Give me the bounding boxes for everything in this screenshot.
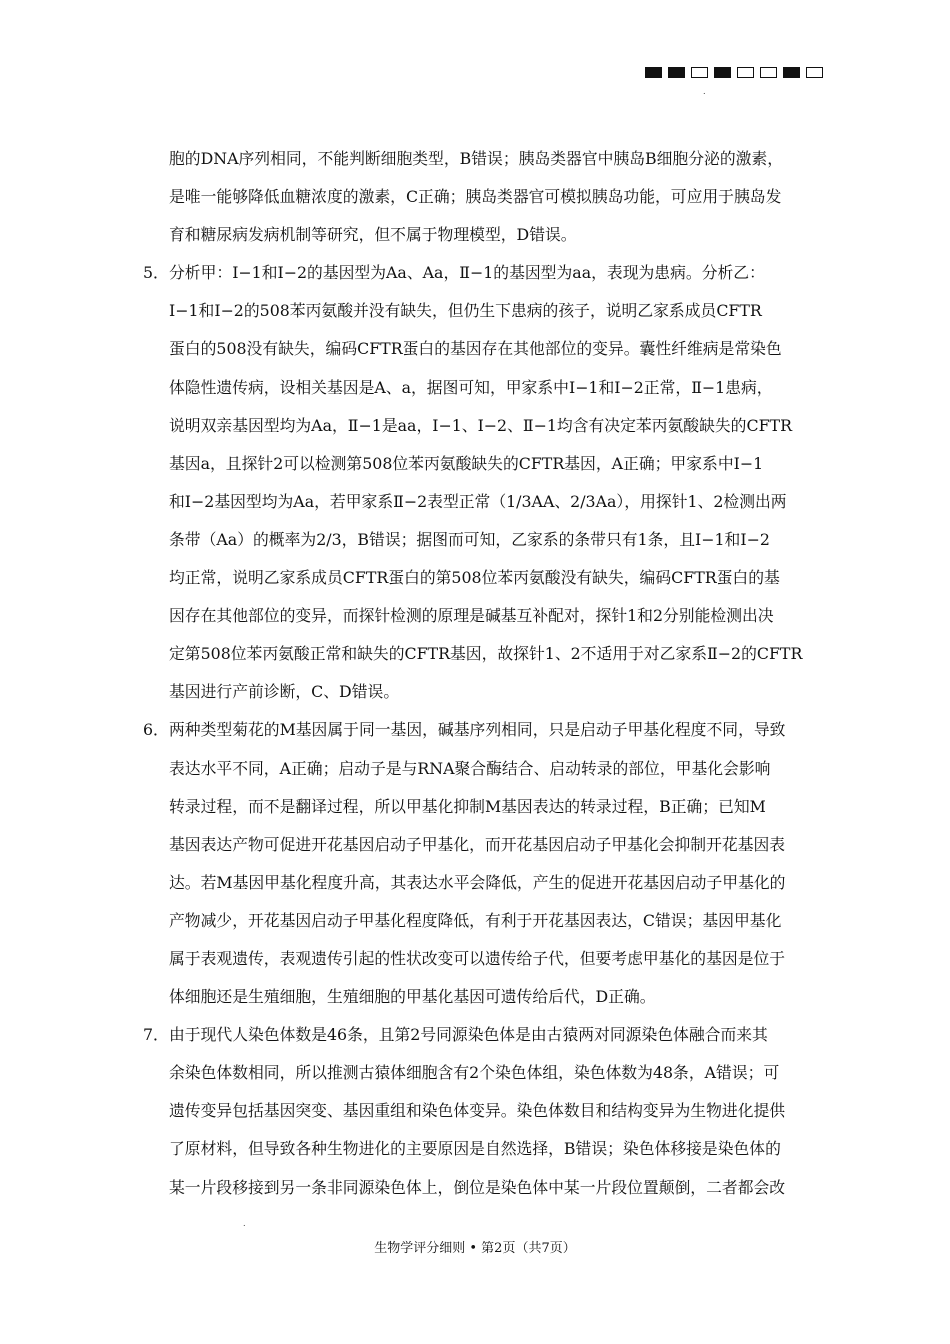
line-text: 体隐性遗传病，设相关基因是A、a，据图可知，甲家系中Ⅰ−1和Ⅰ−2正常，Ⅱ−1患病， <box>169 377 773 397</box>
text-line <box>140 1016 822 1054</box>
text-line <box>140 369 822 407</box>
text-line <box>140 673 822 711</box>
line-text: 遗传变异包括基因突变、基因重组和染色体变异。染色体数目和结构变异为生物进化提供 <box>169 1101 786 1121</box>
header-mark-filled <box>668 67 685 78</box>
text-line <box>140 1054 822 1092</box>
header-mark-empty <box>760 67 777 78</box>
line-text: 体细胞还是生殖细胞，生殖细胞的甲基化基因可遗传给后代，D正确。 <box>169 987 656 1007</box>
text-line <box>140 750 822 788</box>
header-mark-empty <box>806 67 823 78</box>
line-text: 基因a，且探针2可以检测第508位苯丙氨酸缺失的CFTR基因，A正确；甲家系中Ⅰ−1 <box>169 453 764 473</box>
question-number: 5． <box>143 263 169 283</box>
header-dot: . <box>703 87 706 96</box>
line-text: 余染色体数相同，所以推测古猿体细胞含有2个染色体组，染色体数为48条，A错误；可 <box>169 1063 780 1083</box>
line-text: 转录过程，而不是翻译过程，所以甲基化抑制M基因表达的转录过程，B正确；已知M <box>169 796 766 816</box>
text-line <box>140 1130 822 1168</box>
footer-dot: . <box>243 1219 246 1228</box>
text-line <box>140 1092 822 1130</box>
text-line <box>140 940 822 978</box>
question-number: 7． <box>143 1025 169 1045</box>
line-text: 某一片段移接到另一条非同源染色体上，倒位是染色体中某一片段位置颠倒，二者都会改 <box>169 1177 786 1197</box>
text-line <box>140 1169 822 1207</box>
text-line <box>140 254 822 292</box>
line-text: 说明双亲基因型均为Aa，Ⅱ−1是aa，Ⅰ−1、Ⅰ−2、Ⅱ−1均含有决定苯丙氨酸缺失的CFTR <box>169 415 792 435</box>
text-line <box>140 330 822 368</box>
line-text: Ⅰ−1和Ⅰ−2的508苯丙氨酸并没有缺失，但仍生下患病的孩子，说明乙家系成员CFTR <box>169 301 762 321</box>
page-footer: 生物学评分细则 • 第2页（共7页） <box>374 1241 576 1256</box>
line-text: 属于表观遗传，表观遗传引起的性状改变可以遗传给子代，但要考虑甲基化的基因是位于 <box>169 948 786 968</box>
header-mark-filled <box>783 67 800 78</box>
line-text: 是唯一能够降低血糖浓度的激素，C正确；胰岛类器官可模拟胰岛功能，可应用于胰岛发 <box>169 187 782 207</box>
text-line <box>140 788 822 826</box>
text-line <box>140 483 822 521</box>
line-text: 分析甲：Ⅰ−1和Ⅰ−2的基因型为Aa、Aa，Ⅱ−1的基因型为aa，表现为患病。分析乙： <box>169 263 765 283</box>
line-text: 基因表达产物可促进开花基因启动子甲基化，而开花基因启动子甲基化会抑制开花基因表 <box>169 834 786 854</box>
answer-body <box>140 140 822 1207</box>
text-line <box>140 711 822 749</box>
text-line <box>140 864 822 902</box>
line-text: 和Ⅰ−2基因型均为Aa，若甲家系Ⅱ−2表型正常（1/3AA、2/3Aa），用探针1、2检测出两 <box>169 491 787 511</box>
text-line <box>140 978 822 1016</box>
line-text: 产物减少，开花基因启动子甲基化程度降低，有利于开花基因表达，C错误；基因甲基化 <box>169 910 782 930</box>
line-text: 达。若M基因甲基化程度升高，其表达水平会降低，产生的促进开花基因启动子甲基化的 <box>169 872 786 892</box>
text-line <box>140 407 822 445</box>
text-line <box>140 178 822 216</box>
line-text: 育和糖尿病发病机制等研究，但不属于物理模型，D错误。 <box>169 225 577 245</box>
line-text: 表达水平不同，A正确；启动子是与RNA聚合酶结合、启动转录的部位，甲基化会影响 <box>169 758 771 778</box>
line-text: 两种类型菊花的M基因属于同一基因，碱基序列相同，只是启动子甲基化程度不同，导致 <box>169 720 786 740</box>
text-line <box>140 521 822 559</box>
text-line <box>140 559 822 597</box>
line-text: 均正常，说明乙家系成员CFTR蛋白的第508位苯丙氨酸没有缺失，编码CFTR蛋白的基 <box>169 568 780 588</box>
text-line <box>140 597 822 635</box>
line-text: 条带（Aa）的概率为2/3，B错误；据图而可知，乙家系的条带只有1条，且Ⅰ−1和Ⅰ−2 <box>169 529 770 549</box>
line-text: 由于现代人染色体数是46条，且第2号同源染色体是由古猿两对同源染色体融合而来其 <box>169 1025 768 1045</box>
text-line <box>140 826 822 864</box>
header-mark-empty <box>691 67 708 78</box>
header-mark-filled <box>714 67 731 78</box>
text-line <box>140 445 822 483</box>
header-mark-empty <box>737 67 754 78</box>
header-mark-filled <box>645 67 662 78</box>
line-text: 蛋白的508没有缺失，编码CFTR蛋白的基因存在其他部位的变异。囊性纤维病是常染色 <box>169 339 782 359</box>
question-number: 6． <box>143 720 169 740</box>
text-line <box>140 216 822 254</box>
line-text: 定第508位苯丙氨酸正常和缺失的CFTR基因，故探针1、2不适用于对乙家系Ⅱ−2的CFTR <box>169 644 803 664</box>
line-text: 基因进行产前诊断，C、D错误。 <box>169 682 400 702</box>
line-text: 因存在其他部位的变异，而探针检测的原理是碱基互补配对，探针1和2分别能检测出决 <box>169 606 774 626</box>
text-line <box>140 292 822 330</box>
text-line <box>140 140 822 178</box>
header-marks <box>645 67 823 78</box>
text-line <box>140 902 822 940</box>
line-text: 了原材料，但导致各种生物进化的主要原因是自然选择，B错误；染色体移接是染色体的 <box>169 1139 781 1159</box>
line-text: 胞的DNA序列相同，不能判断细胞类型，B错误；胰岛类器官中胰岛B细胞分泌的激素， <box>169 149 784 168</box>
text-line <box>140 635 822 673</box>
